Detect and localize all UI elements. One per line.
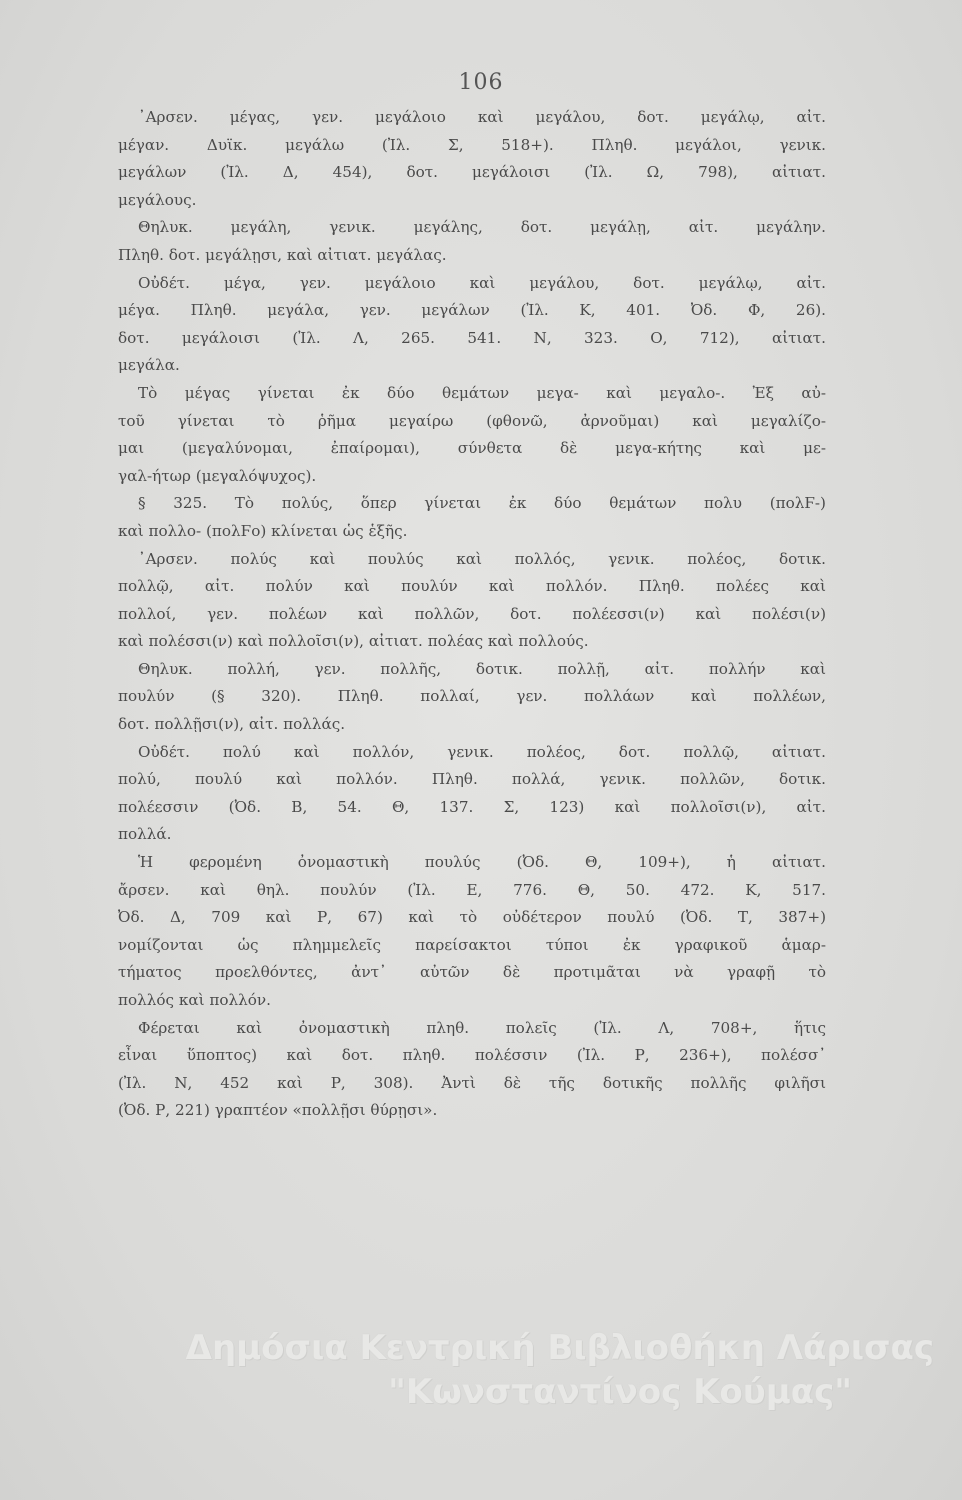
text-line: εἶναι ὕποπτος) καὶ δοτ. πληθ. πολέσσιν (Ἰλ. Ρ, 236+), πολέσσ᾽ <box>118 1046 826 1065</box>
text-line: ἄρσεν. καὶ θηλ. πουλύν (Ἰλ. Ε, 776. Θ, 50. 472. Κ, 517. <box>118 880 826 899</box>
body-text <box>118 104 826 1125</box>
text-line: Τὸ μέγας γίνεται ἐκ δύο θεμάτων μεγα- καὶ μεγαλο-. Ἐξ αὐ- <box>138 383 826 402</box>
text-line: Οὐδέτ. μέγα, γεν. μεγάλοιο καὶ μεγάλου, δοτ. μεγάλῳ, αἰτ. <box>138 273 826 292</box>
text-line: Πληθ. δοτ. μεγάλῃσι, καὶ αἰτιατ. μεγάλας. <box>118 245 447 264</box>
text-line: καὶ πολλο- (πολϜο) κλίνεται ὡς ἑξῆς. <box>118 521 408 540</box>
library-watermark-line1: Δημόσια Κεντρική Βιβλιοθήκη Λάρισας <box>185 1328 934 1368</box>
text-line: τοῦ γίνεται τὸ ῥῆμα μεγαίρω (φθονῶ, ἀρνοῦμαι) καὶ μεγαλίζο- <box>118 411 826 430</box>
text-line: πολλά. <box>118 825 172 844</box>
text-line: μεγάλων (Ἰλ. Δ, 454), δοτ. μεγάλοισι (Ἰλ. Ω, 798), αἰτιατ. <box>118 163 826 182</box>
text-line: Οὐδέτ. πολύ καὶ πολλόν, γενικ. πολέος, δοτ. πολλῷ, αἰτιατ. <box>138 742 826 761</box>
text-line: Ὀδ. Δ, 709 καὶ Ρ, 67) καὶ τὸ οὐδέτερον πουλύ (Ὀδ. Τ, 387+) <box>118 908 826 927</box>
page-number: 106 <box>458 70 504 95</box>
text-line: δοτ. πολλῇσι(ν), αἰτ. πολλάς. <box>118 715 346 734</box>
text-line: πολέεσσιν (Ὀδ. Β, 54. Θ, 137. Σ, 123) καὶ πολλοῖσι(ν), αἰτ. <box>118 797 826 816</box>
text-line: (Ἰλ. Ν, 452 καὶ Ρ, 308). Ἀντὶ δὲ τῆς δοτικῆς πολλῆς φιλῆσι <box>118 1073 826 1092</box>
text-line: ᾽Αρσεν. πολύς καὶ πουλύς καὶ πολλός, γενικ. πολέος, δοτικ. <box>138 549 826 568</box>
text-line: πουλύν (§ 320). Πληθ. πολλαί, γεν. πολλάων καὶ πολλέων, <box>118 687 826 706</box>
text-line: πολλοί, γεν. πολέων καὶ πολλῶν, δοτ. πολέεσσι(ν) καὶ πολέσι(ν) <box>118 604 826 623</box>
text-line: καὶ πολέσσι(ν) καὶ πολλοῖσι(ν), αἰτιατ. πολέας καὶ πολλούς. <box>118 632 589 651</box>
text-line: Φέρεται καὶ ὀνομαστικὴ πληθ. πολεῖς (Ἰλ. Λ, 708+, ἥτις <box>138 1018 826 1037</box>
text-line: μεγάλους. <box>118 190 197 209</box>
text-line: (Ὀδ. Ρ, 221) γραπτέον «πολλῇσι θύρῃσι». <box>118 1101 438 1120</box>
text-line: δοτ. μεγάλοισι (Ἰλ. Λ, 265. 541. Ν, 323. Ο, 712), αἰτιατ. <box>118 328 826 347</box>
text-line: πολλός καὶ πολλόν. <box>118 991 271 1009</box>
text-line: Θηλυκ. πολλή, γεν. πολλῆς, δοτικ. πολλῇ, αἰτ. πολλήν καὶ <box>138 659 826 678</box>
text-line: μέγαν. Δυϊκ. μεγάλω (Ἰλ. Σ, 518+). Πληθ. μεγάλοι, γενικ. <box>118 135 826 154</box>
text-line: μαι (μεγαλύνομαι, ἐπαίρομαι), σύνθετα δὲ μεγα-κήτης καὶ με- <box>118 439 826 458</box>
text-line: γαλ-ήτωρ (μεγαλόψυχος). <box>118 466 317 485</box>
text-line: § 325. Τὸ πολύς, ὅπερ γίνεται ἐκ δύο θεμάτων πολυ (πολϜ-) <box>138 494 826 513</box>
library-watermark-line2: "Κωνσταντίνος Κούμας" <box>388 1372 852 1412</box>
text-line: μεγάλα. <box>118 356 180 375</box>
text-line: πολύ, πουλύ καὶ πολλόν. Πληθ. πολλά, γενικ. πολλῶν, δοτικ. <box>118 770 826 789</box>
text-line: ᾽Αρσεν. μέγας, γεν. μεγάλοιο καὶ μεγάλου, δοτ. μεγάλῳ, αἰτ. <box>138 108 826 126</box>
text-line: τήματος προελθόντες, ἀντ᾽ αὐτῶν δὲ προτιμᾶται νὰ γραφῇ τὸ <box>118 963 826 982</box>
text-line: Θηλυκ. μεγάλη, γενικ. μεγάλης, δοτ. μεγάλῃ, αἰτ. μεγάλην. <box>138 218 826 237</box>
text-line: πολλῷ, αἰτ. πολύν καὶ πουλύν καὶ πολλόν. Πληθ. πολέες καὶ <box>118 577 826 596</box>
text-line: Ἡ φερομένη ὀνομαστικὴ πουλύς (Ὀδ. Θ, 109+), ἡ αἰτιατ. <box>138 853 826 872</box>
text-line: νομίζονται ὡς πλημμελεῖς παρείσακτοι τύποι ἐκ γραφικοῦ ἁμαρ- <box>118 935 826 954</box>
text-line: μέγα. Πληθ. μεγάλα, γεν. μεγάλων (Ἰλ. Κ, 401. Ὀδ. Φ, 26). <box>118 301 826 320</box>
